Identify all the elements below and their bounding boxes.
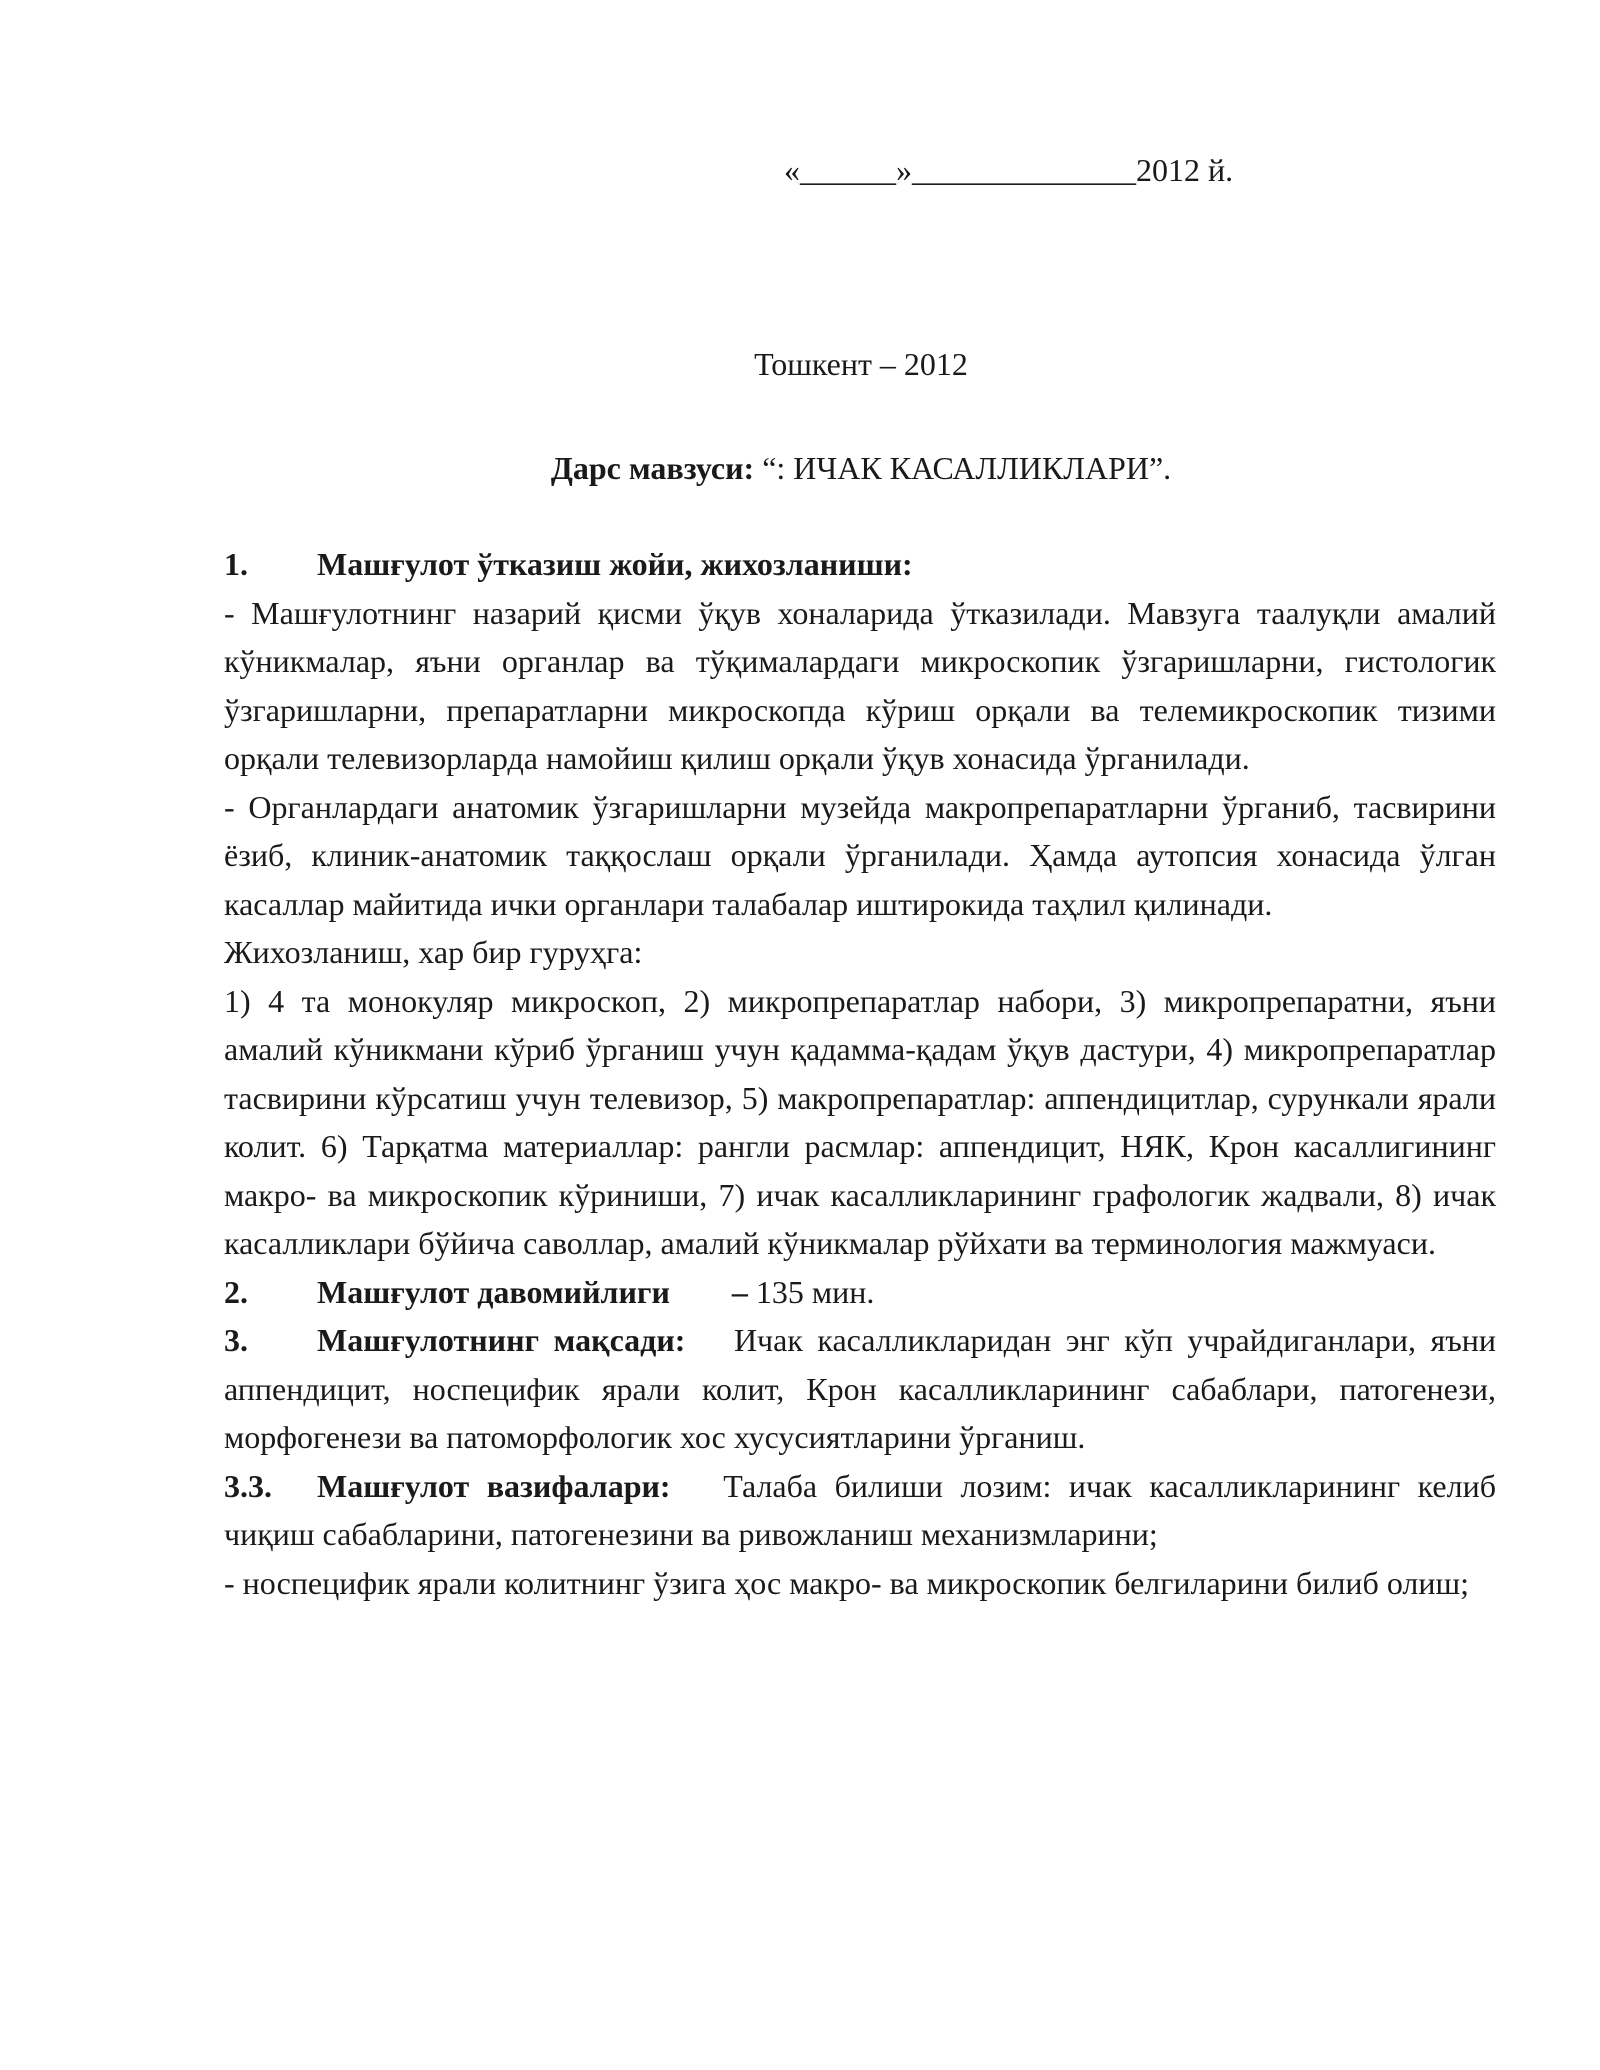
paragraph: - Машғулотнинг назарий қисми ўқув хоналарида ўтказилади. Мавзуга таалуқли амалий кўникмалар, яъни органлар ва тўқималардаги микроскопик ўзгаришларни, гистологик ўзгаришларни, препаратларни микроскопда кўриш орқали ва телемикроскопик тизими орқали телевизорларда намойиш қилиш орқали ўқув хонасида ўрганилади. bbox=[224, 594, 1496, 776]
paragraph: 1) 4 та монокуляр микроскоп, 2) микропрепаратлар набори, 3) микропрепаратни, яъни амалий кўникмани кўриб ўрганиш учун қадамма-қадам ўқув дастури, 4) микропрепаратлар тасвирини кўрсатиш учун телевизор, 5) макропрепаратлар: аппендицитлар, сурункали ярали колит. 6) Тарқатма материаллар: рангли расмлар: аппендицит, НЯК, Крон касаллигининг макро- ва микроскопик кўриниши, 7) ичак касалликларининг графологик жадвали, 8) ичак касалликлари бўйича саволлар, амалий кўникмалар рўйхати ва терминология мажмуаси. bbox=[224, 982, 1496, 1261]
section-title: Машғулот давомийлиги bbox=[317, 1273, 670, 1310]
duration-value: 135 мин. bbox=[755, 1273, 875, 1310]
section-number: 1. bbox=[224, 546, 248, 582]
section-title: Машғулот вазифалари: bbox=[317, 1467, 671, 1504]
paragraph: Жихозланиш, хар бир гуруҳга: bbox=[224, 934, 643, 970]
section-title: Машғулотнинг мақсади: bbox=[317, 1322, 686, 1358]
section-text: Ичак касалликларидан энг кўп учрайдиганлари, яъни аппендицит, носпецифик ярали колит, Крон касалликларининг сабаблари, патогенези, морфогенези ва патоморфологик хос хусусиятларини ўрганиш. bbox=[224, 1322, 1496, 1455]
document-body bbox=[224, 540, 1496, 1607]
date-line: «______»______________2012 й. bbox=[784, 152, 1234, 188]
topic-label: Дарс мавзуси: bbox=[550, 450, 755, 486]
section-3 bbox=[224, 1316, 1496, 1462]
section-text: Талаба билиши лозим: ичак касалликларининг келиб чиқиш сабабларини, патогенезини ва ривожланиш механизмларини; bbox=[224, 1467, 1497, 1552]
section-1-heading bbox=[224, 540, 1496, 589]
section-2-heading bbox=[224, 1268, 1496, 1317]
lesson-topic bbox=[0, 444, 1600, 492]
topic-value: “: ИЧАК КАСАЛЛИКЛАРИ”. bbox=[762, 450, 1172, 486]
paragraph: - носпецифик ярали колитнинг ўзига ҳос макро- ва микроскопик белгиларини билиб олиш; bbox=[224, 1564, 1470, 1601]
section-number: 2. bbox=[224, 1273, 248, 1310]
section-title: Машғулот ўтказиш жойи, жихозланиши: bbox=[317, 546, 913, 582]
city-year: Тошкент – 2012 bbox=[754, 346, 968, 382]
section-number: 3. bbox=[224, 1322, 248, 1358]
section-number: 3.3. bbox=[224, 1467, 272, 1504]
section-3-3 bbox=[224, 1462, 1496, 1559]
paragraph: - Органлардаги анатомик ўзгаришларни музейда макропрепаратларни ўрганиб, тасвирини ёзиб, клиник-анатомик таққослаш орқали ўрганилади. Ҳамда аутопсия хонасида ўлган касаллар майитида ички органлари талабалар иштирокида таҳлил қилинади. bbox=[224, 788, 1496, 922]
duration-dash: – bbox=[731, 1273, 748, 1310]
